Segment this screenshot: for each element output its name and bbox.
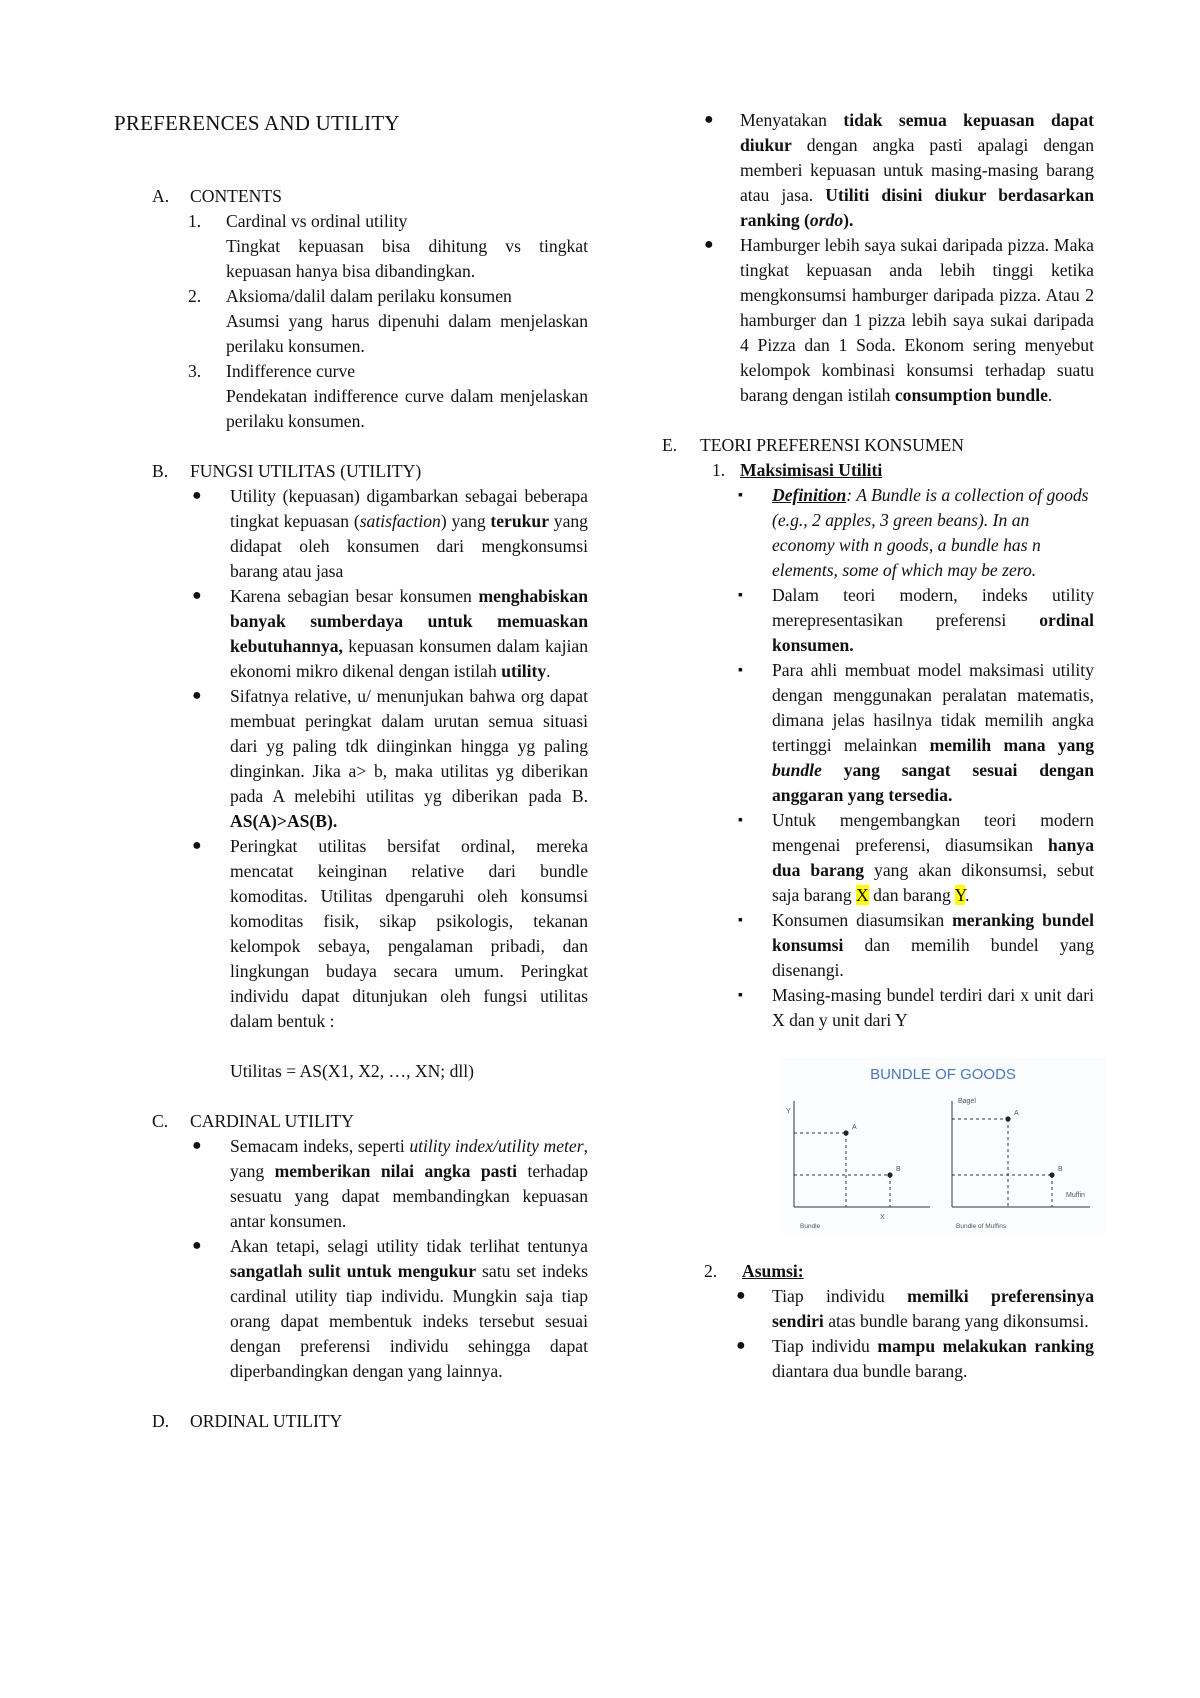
square-bullet-icon: ▪ bbox=[738, 588, 743, 603]
text-bold: terukur bbox=[490, 511, 550, 531]
section-d-heading bbox=[114, 1409, 588, 1434]
square-bullet-icon: ▪ bbox=[738, 813, 743, 828]
subsection-title: Asumsi: bbox=[742, 1261, 804, 1281]
square-bullet-icon: ▪ bbox=[738, 988, 743, 1003]
left-point-b-label: B bbox=[896, 1166, 901, 1173]
text-bold: tidak semua kepuasan dapat diukur bbox=[740, 110, 1094, 155]
text-bold: sangatlah sulit untuk mengukur bbox=[230, 1261, 476, 1281]
right-point-a-label: A bbox=[1014, 1110, 1019, 1117]
list-item bbox=[114, 284, 588, 359]
bullet-item bbox=[660, 808, 1094, 908]
text: Tiap individu bbox=[772, 1336, 878, 1356]
section-marker: E. bbox=[662, 435, 678, 455]
left-x-label: X bbox=[880, 1214, 885, 1221]
item-number: 2. bbox=[188, 286, 202, 306]
section-b-heading bbox=[114, 459, 588, 484]
text-bold: consumption bundle bbox=[894, 385, 1048, 405]
text: Hamburger lebih saya sukai daripada pizza. Maka tingkat kepuasan anda lebih tinggi ketika mengkonsumsi hamburger daripada pizza. Atau 2 hamburger dan 1 pizza lebih saya sukai daripada 4 Pizza dan 1 Soda. Ekonom sering menyebut kelompok kombinasi konsumsi terhadap suatu barang dengan istilah bbox=[740, 235, 1094, 405]
left-point-b bbox=[887, 1172, 892, 1177]
text: Peringkat utilitas bersifat ordinal, mereka mencatat keinginan relative dari bundle komoditas. Utilitas dpengaruhi oleh konsumsi komoditas fisik, sikap psikologis, tekanan kelompok sebaya, pengalaman pribadi, dan lingkungan budaya secara umum. Peringkat individu dapat ditunjukan oleh fungsi utilitas dalam bentuk : bbox=[230, 836, 588, 1031]
text: Sifatnya relative, u/ menunjukan bahwa org dapat membuat peringkat dalam urutan semua situasi dari yg paling tdk diinginkan hingga yg paling dinginkan. Jika a> b, maka utilitas yg diberikan pada A melebihi utilitas yg diberikan pada B. bbox=[230, 686, 588, 806]
left-column bbox=[114, 108, 588, 1434]
list-item bbox=[114, 359, 588, 434]
left-point-a-label: A bbox=[852, 1124, 857, 1131]
item-title: Indifference curve bbox=[226, 361, 356, 381]
text-bold-italic: Definition bbox=[772, 485, 847, 505]
bullet-item bbox=[660, 983, 1094, 1033]
bullet-icon: ● bbox=[192, 1137, 202, 1154]
text: diantara dua bundle barang. bbox=[772, 1361, 968, 1381]
section-heading: CARDINAL UTILITY bbox=[190, 1111, 355, 1131]
text-bold: memilih mana yang bbox=[929, 735, 1095, 755]
section-marker: A. bbox=[152, 186, 170, 206]
text: yang didapat oleh konsumen dari mengkonsumsi barang atau jasa bbox=[230, 511, 588, 581]
formula: Utilitas = AS(X1, X2, …, XN; dll) bbox=[230, 1061, 475, 1081]
left-caption: Bundle bbox=[800, 1223, 821, 1230]
bullet-icon: ● bbox=[192, 837, 202, 854]
text: Utility (kepuasan) digambarkan sebagai beberapa tingkat kepuasan ( bbox=[230, 486, 588, 531]
bullet-icon: ● bbox=[736, 1287, 746, 1304]
left-point-a bbox=[843, 1130, 848, 1135]
text: kepuasan konsumen dalam kajian ekonomi mikro dikenal dengan istilah bbox=[230, 636, 588, 681]
text: Dalam teori modern, indeks utility merepresentasikan preferensi bbox=[772, 585, 1094, 630]
text-bold: ). bbox=[843, 210, 854, 230]
text: Akan tetapi, selagi utility tidak terlihat tentunya bbox=[230, 1236, 588, 1256]
section-heading: CONTENTS bbox=[190, 186, 282, 206]
item-number: 2. bbox=[704, 1261, 718, 1281]
highlighted-text: Y bbox=[954, 885, 965, 905]
right-point-b bbox=[1049, 1172, 1054, 1177]
bullet-item bbox=[114, 484, 588, 584]
item-description: Asumsi yang harus dipenuhi dalam menjelaskan perilaku konsumen. bbox=[226, 311, 588, 356]
text: , yang bbox=[230, 1136, 588, 1181]
bullet-item bbox=[660, 483, 1094, 583]
text: yang akan dikonsumsi, sebut saja barang bbox=[772, 860, 1094, 905]
bullet-icon: ● bbox=[704, 236, 714, 253]
right-column bbox=[660, 108, 1094, 1384]
text-italic: satisfaction bbox=[359, 511, 441, 531]
page-title: PREFERENCES AND UTILITY bbox=[114, 111, 400, 135]
text-bold-italic: bundle bbox=[772, 760, 822, 780]
bullet-item bbox=[660, 1334, 1094, 1384]
section-c-heading bbox=[114, 1109, 588, 1134]
text-bold-italic: ordo bbox=[809, 210, 844, 230]
square-bullet-icon: ▪ bbox=[738, 663, 743, 678]
square-bullet-icon: ▪ bbox=[738, 913, 743, 928]
bullet-item bbox=[660, 658, 1094, 808]
text: . bbox=[1047, 385, 1053, 405]
text: . bbox=[965, 885, 970, 905]
bullet-item bbox=[114, 684, 588, 834]
figure-title: BUNDLE OF GOODS bbox=[870, 1066, 1016, 1083]
text: ) yang bbox=[440, 511, 491, 531]
text: atas bundle barang yang dikonsumsi. bbox=[823, 1311, 1089, 1331]
text: Karena sebagian besar konsumen bbox=[230, 586, 479, 606]
highlighted-text: X bbox=[856, 885, 869, 905]
text-bold: mampu melakukan ranking bbox=[877, 1336, 1094, 1356]
section-marker: B. bbox=[152, 461, 169, 481]
right-point-a bbox=[1005, 1116, 1010, 1121]
text-bold: hanya dua barang bbox=[772, 835, 1094, 880]
bullet-item bbox=[660, 583, 1094, 658]
section-marker: C. bbox=[152, 1111, 169, 1131]
bullet-icon: ● bbox=[192, 587, 202, 604]
right-caption: Bundle of Muffins bbox=[956, 1223, 1007, 1230]
square-bullet-icon: ▪ bbox=[738, 488, 743, 503]
section-heading: TEORI PREFERENSI KONSUMEN bbox=[700, 435, 964, 455]
bullet-item bbox=[114, 1234, 588, 1384]
item-number: 1. bbox=[188, 211, 202, 231]
section-heading: ORDINAL UTILITY bbox=[190, 1411, 343, 1431]
text: Untuk mengembangkan teori modern mengenai preferensi, diasumsikan bbox=[772, 810, 1094, 855]
text-bold: meranking bundel konsumsi bbox=[772, 910, 1094, 955]
text-bold: ordinal konsumen. bbox=[772, 610, 1094, 655]
bullet-item bbox=[660, 108, 1094, 233]
bullet-item bbox=[660, 1284, 1094, 1334]
bullet-item bbox=[660, 233, 1094, 408]
subsection-heading bbox=[660, 458, 1094, 483]
text: satu set indeks cardinal utility tiap individu. Mungkin saja tiap orang dapat membentuk indeks tersebut sesuai dengan preferensi individu sehingga dapat diperbandingkan dengan yang lainnya. bbox=[230, 1261, 588, 1381]
right-y-label: Bagel bbox=[958, 1098, 976, 1105]
text-bold: yang sangat sesuai dengan anggaran yang tersedia. bbox=[772, 760, 1094, 805]
bullet-icon: ● bbox=[192, 1237, 202, 1254]
text: Para ahli membuat model maksimasi utility dengan menggunakan peralatan matematis, dimana jelas hasilnya tidak memilih angka tertinggi melainkan bbox=[772, 660, 1094, 755]
text-bold: memberikan nilai angka pasti bbox=[274, 1161, 518, 1181]
subsection-heading bbox=[660, 1259, 1094, 1284]
text-bold: AS(A)>AS(B). bbox=[230, 811, 338, 831]
text: dan barang bbox=[868, 885, 955, 905]
text: Tiap individu bbox=[772, 1286, 908, 1306]
bullet-icon: ● bbox=[192, 687, 202, 704]
item-title: Aksioma/dalil dalam perilaku konsumen bbox=[226, 286, 512, 306]
list-item bbox=[114, 209, 588, 284]
bullet-item bbox=[114, 584, 588, 684]
text-italic: utility index/utility meter bbox=[409, 1136, 584, 1156]
text: Semacam indeks, seperti bbox=[230, 1136, 410, 1156]
text: terhadap sesuatu yang dapat membandingkan kepuasan antar konsumen. bbox=[230, 1161, 589, 1231]
text-bold: memilki preferensinya sendiri bbox=[772, 1286, 1094, 1331]
text-italic: : A Bundle is a collection of goods (e.g., 2 apples, 3 green beans). In an economy with n goods, a bundle has n elements, some of which may be zero. bbox=[772, 485, 1089, 580]
right-point-b-label: B bbox=[1058, 1166, 1063, 1173]
item-number: 1. bbox=[712, 460, 726, 480]
section-e-heading bbox=[660, 433, 1094, 458]
section-a-heading bbox=[114, 184, 588, 209]
bullet-icon: ● bbox=[192, 487, 202, 504]
subsection-title: Maksimisasi Utiliti bbox=[740, 460, 883, 480]
item-title: Cardinal vs ordinal utility bbox=[226, 211, 408, 231]
text-bold: menghabiskan banyak sumberdaya untuk memuaskan kebutuhannya, bbox=[230, 586, 588, 656]
bullet-item bbox=[114, 1134, 588, 1234]
right-x-label: Muffin bbox=[1066, 1192, 1085, 1199]
text-bold: utility bbox=[501, 661, 547, 681]
left-y-label: Y bbox=[786, 1108, 791, 1115]
text: Masing-masing bundel terdiri dari x unit dari X dan y unit dari Y bbox=[772, 985, 1094, 1030]
bullet-item bbox=[660, 908, 1094, 983]
bullet-icon: ● bbox=[704, 111, 714, 128]
item-number: 3. bbox=[188, 361, 202, 381]
section-heading: FUNGSI UTILITAS (UTILITY) bbox=[190, 461, 422, 481]
text: Konsumen diasumsikan bbox=[772, 910, 953, 930]
text: . bbox=[546, 661, 551, 681]
bullet-item bbox=[114, 834, 588, 1084]
bullet-icon: ● bbox=[736, 1337, 746, 1354]
item-description: Tingkat kepuasan bisa dihitung vs tingkat kepuasan hanya bisa dibandingkan. bbox=[226, 236, 588, 281]
text: dengan angka pasti apalagi dengan memberi kepuasan untuk masing-masing barang atau jasa. bbox=[740, 135, 1094, 205]
text-bold: Utiliti disini diukur berdasarkan ranking ( bbox=[740, 185, 1094, 230]
bundle-of-goods-figure bbox=[780, 1057, 1106, 1233]
text: dan memilih bundel yang disenangi. bbox=[772, 935, 1094, 980]
item-description: Pendekatan indifference curve dalam menjelaskan perilaku konsumen. bbox=[226, 386, 588, 431]
text: Menyatakan bbox=[740, 110, 844, 130]
section-marker: D. bbox=[152, 1411, 170, 1431]
